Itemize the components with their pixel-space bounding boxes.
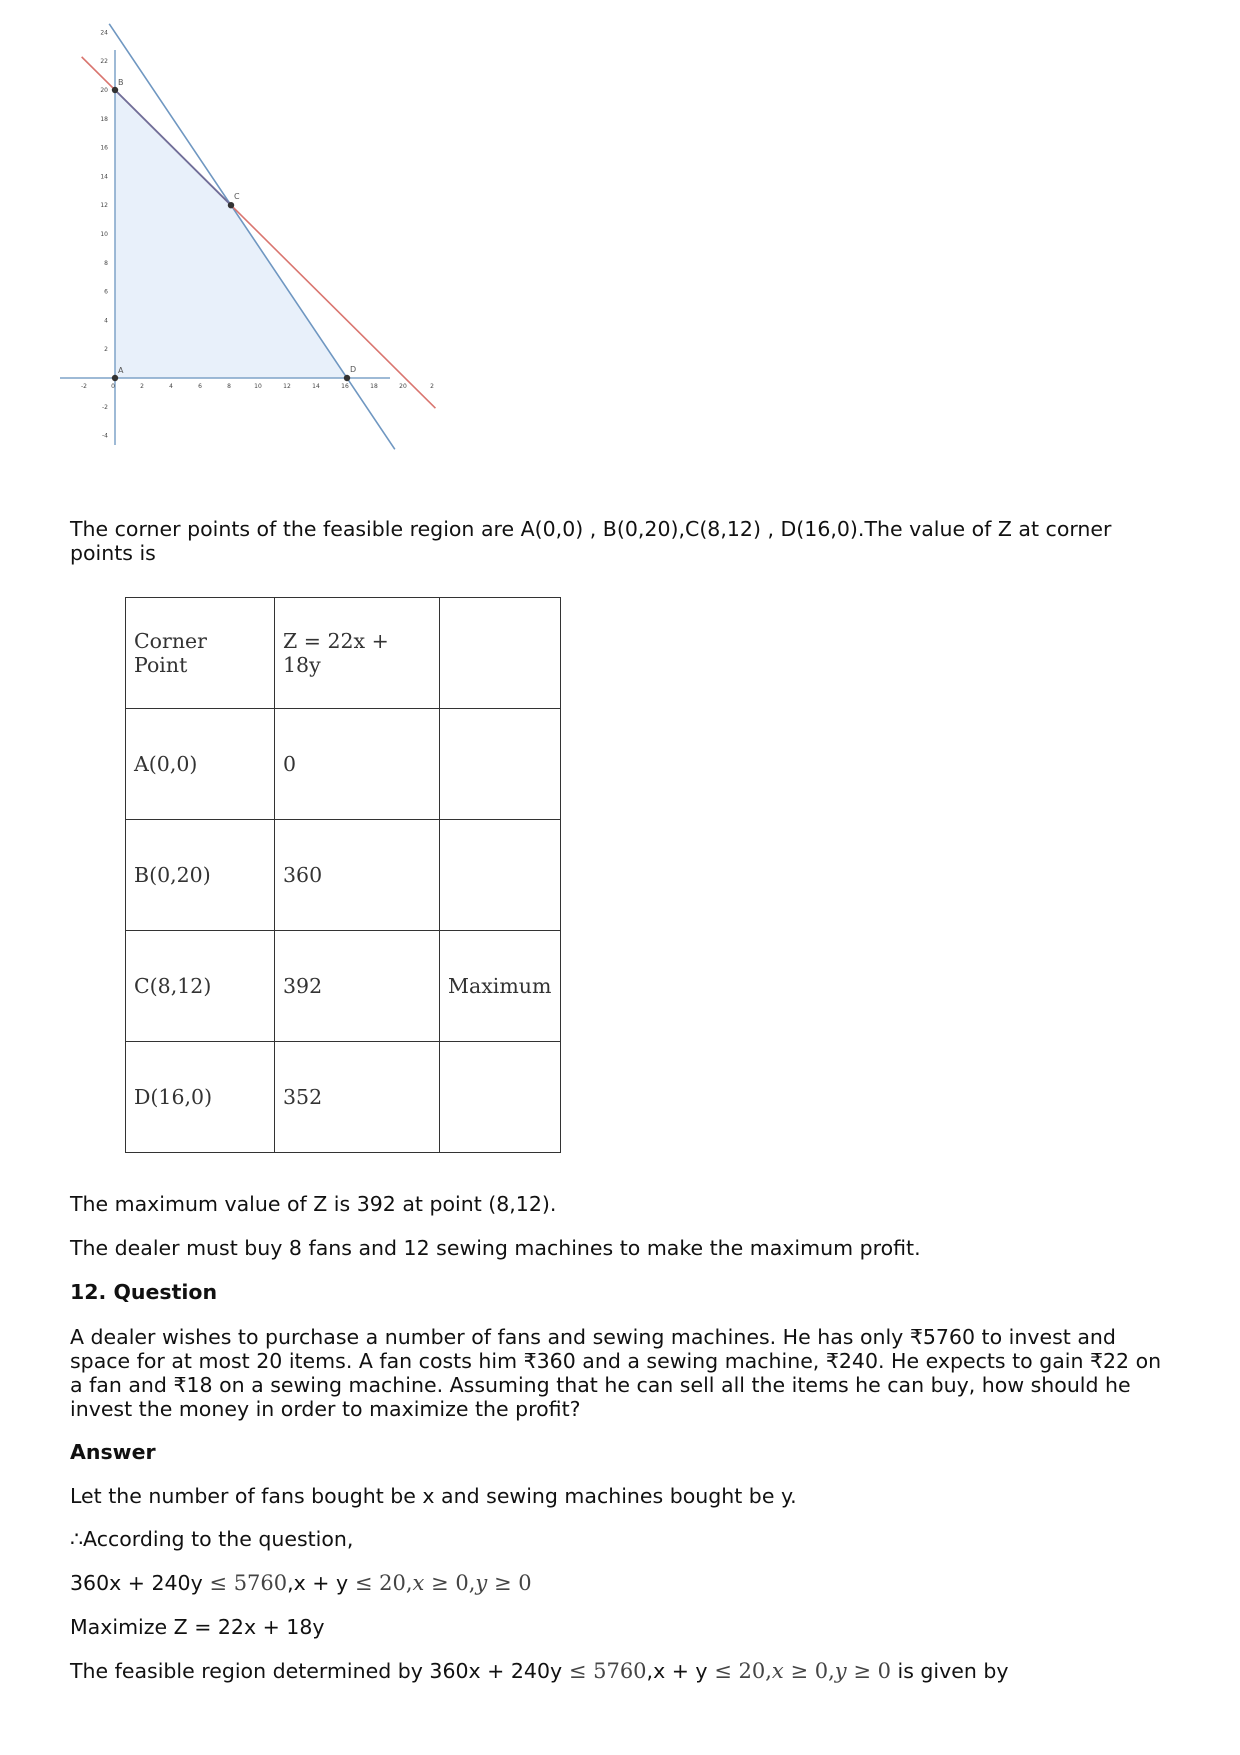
feasible-text: The feasible region determined by 360x + 240y <box>70 1659 563 1683</box>
y-tick-label: 8 <box>104 259 108 267</box>
table-cell <box>440 820 561 931</box>
math-inequality: ≤ 5760 <box>209 1571 288 1595</box>
y-tick-label: -2 <box>102 403 108 411</box>
table-header-cell: Corner Point <box>126 598 275 709</box>
table-cell: A(0,0) <box>126 709 275 820</box>
table-cell: 352 <box>275 1042 440 1153</box>
constraint-line <box>70 1571 532 1595</box>
table-cell: C(8,12) <box>126 931 275 1042</box>
y-tick-label: 2 <box>104 346 108 354</box>
let-statement: Let the number of fans bought be x and sewing machines bought be y. <box>70 1484 797 1508</box>
table-cell: 0 <box>275 709 440 820</box>
x-tick-label: 18 <box>370 383 378 390</box>
y-tick-label: 4 <box>104 317 108 325</box>
corner-point-label: A <box>118 366 124 375</box>
corner-point-marker <box>228 202 234 208</box>
y-tick-label: -4 <box>102 432 108 440</box>
question-heading: 12. Question <box>70 1280 218 1304</box>
corner-point-label: D <box>350 365 357 374</box>
constraint-text: ,x + y <box>287 1571 349 1595</box>
x-tick-label: 2 <box>140 383 144 390</box>
y-tick-label: 6 <box>104 288 108 296</box>
feasible-text: ,x + y <box>646 1659 708 1683</box>
table-cell: D(16,0) <box>126 1042 275 1153</box>
table-header-cell: Z = 22x + 18y <box>275 598 440 709</box>
corner-point-marker <box>112 87 118 93</box>
feasible-text: is given by <box>890 1659 1009 1683</box>
x-tick-label: 16 <box>341 383 349 390</box>
x-tick-label: 6 <box>198 383 202 390</box>
y-tick-label: 24 <box>100 29 108 37</box>
x-tick-label: 14 <box>312 383 320 390</box>
feasible-region <box>115 90 347 378</box>
according-text: ∴According to the question, <box>70 1527 354 1551</box>
table-cell: B(0,20) <box>126 820 275 931</box>
x-tick-label: 12 <box>283 383 291 390</box>
dealer-conclusion-text: The dealer must buy 8 fans and 12 sewing machines to make the maximum profit. <box>70 1236 921 1260</box>
answer-heading: Answer <box>70 1440 156 1464</box>
corner-point-marker <box>112 375 118 381</box>
corner-point-marker <box>344 375 350 381</box>
x-tick-label: 0 <box>111 383 115 390</box>
table-row <box>126 1042 561 1153</box>
question-text: A dealer wishes to purchase a number of fans and sewing machines. He has only ₹5760 to invest and space for at most 20 items. A fan costs him ₹360 and a sewing machine, ₹240. He expects to gain ₹22 on a fan and ₹18 on a sewing machine. Assuming that he can sell all the items he can buy, how should he invest the money in order to maximize the profit? <box>70 1325 1162 1421</box>
x-tick-label: 10 <box>254 383 262 390</box>
intro-paragraph: The corner points of the feasible region are A(0,0) , B(0,20),C(8,12) , D(16,0).The value of Z at corner points is <box>70 517 1112 565</box>
x-tick-label: 2 <box>430 383 434 390</box>
y-tick-label: 16 <box>100 144 108 152</box>
y-tick-label: 14 <box>100 173 108 181</box>
corner-point-label: B <box>118 78 124 87</box>
y-tick-label: 20 <box>100 87 108 94</box>
table-header-cell <box>440 598 561 709</box>
y-tick-label: 10 <box>100 231 108 238</box>
x-tick-label: 4 <box>169 383 173 390</box>
feasible-region-line <box>70 1659 1009 1683</box>
max-value-text: The maximum value of Z is 392 at point (8,12). <box>70 1192 557 1216</box>
math-inequality: ≤ 20,x ≥ 0,y ≥ 0 <box>714 1659 891 1683</box>
x-tick-label: 20 <box>399 383 407 390</box>
feasible-region-graph <box>60 29 445 500</box>
table-cell: 360 <box>275 820 440 931</box>
y-tick-label: 18 <box>100 115 108 123</box>
table-header-row <box>126 598 561 709</box>
x-tick-label: -2 <box>81 383 87 390</box>
table-cell: Maximum <box>440 931 561 1042</box>
constraint-text: 360x + 240y <box>70 1571 203 1595</box>
table-cell <box>440 1042 561 1153</box>
table-cell: 392 <box>275 931 440 1042</box>
table-cell <box>440 709 561 820</box>
y-tick-label: 22 <box>100 58 108 66</box>
corner-point-table <box>125 597 561 1153</box>
table-row <box>126 709 561 820</box>
objective-function: Maximize Z = 22x + 18y <box>70 1615 325 1639</box>
math-inequality: ≤ 5760 <box>568 1659 647 1683</box>
math-inequality: ≤ 20,x ≥ 0,y ≥ 0 <box>354 1571 532 1595</box>
corner-point-label: C <box>234 192 240 202</box>
y-tick-label: 12 <box>100 202 108 210</box>
x-tick-label: 8 <box>227 383 231 390</box>
table-row <box>126 820 561 931</box>
table-row <box>126 931 561 1042</box>
